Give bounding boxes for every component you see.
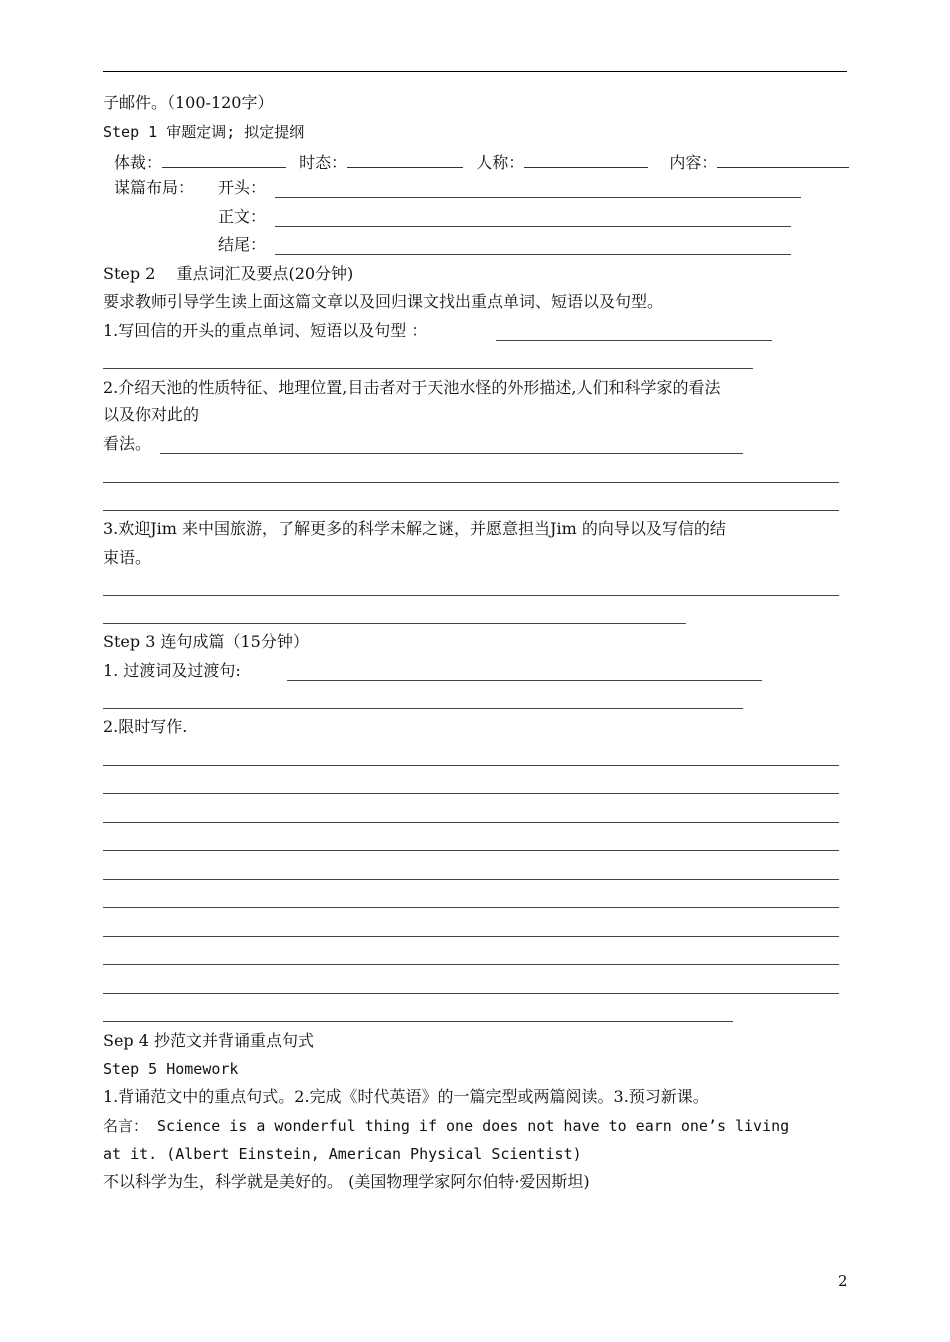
step2-item3-line1: 3.欢迎Jim 来中国旅游，了解更多的科学未解之谜，并愿意担当Jim 的向导以及写信的结 [103,519,726,538]
writing-line-7[interactable] [103,936,839,937]
layout-label: 谋篇布局： [114,178,195,197]
step2-item2-line2: 以及你对此的 [103,405,200,424]
step2-item3-line2: 束语。 [103,548,152,567]
writing-line-8[interactable] [103,964,839,965]
quote-line2: at it. (Albert Einstein, American Physical Scientist) [103,1145,582,1163]
step2-item1: 1.写回信的开头的重点单词、短语以及句型 ： [103,321,428,340]
step5-title: Step 5 Homework [103,1060,239,1078]
step1-title: Step 1 审题定调; 拟定提纲 [103,123,305,141]
step3-item1-blank-1[interactable] [287,680,762,681]
step3-item1: 1. 过渡词及过渡句: [103,661,241,680]
part-ending-blank[interactable] [275,254,791,255]
part-body-blank[interactable] [275,226,791,227]
step2-item2-blank-3[interactable] [103,510,839,511]
page-number: 2 [838,1272,848,1290]
writing-line-6[interactable] [103,907,839,908]
step3-item1-blank-2[interactable] [103,708,743,709]
writing-line-9[interactable] [103,993,839,994]
step2-item3-blank-1[interactable] [103,595,839,596]
field-person-blank[interactable] [524,150,648,168]
part-opening-blank[interactable] [275,197,801,198]
step4-title: Sep 4 抄范文并背诵重点句式 [103,1031,315,1050]
step1-fields-row [114,150,849,173]
part-ending-label: 结尾： [218,235,267,254]
step2-item2-blank-1[interactable] [160,453,743,454]
step3-title: Step 3 连句成篇（15分钟） [103,632,309,651]
step5-tasks: 1.背诵范文中的重点句式。2.完成《时代英语》的一篇完型或两篇阅读。3.预习新课。 [103,1087,709,1106]
writing-line-3[interactable] [103,822,839,823]
field-genre-blank[interactable] [162,150,286,168]
step2-title: Step 2 重点词汇及要点(20分钟) [103,264,354,283]
intro-line: 子邮件。（100-120字） [103,93,274,112]
writing-line-4[interactable] [103,850,839,851]
quote-line1: 名言： Science is a wonderful thing if one does not have to earn one’s living [103,1117,790,1135]
step2-item2-line3: 看法。 [103,434,152,453]
writing-line-1[interactable] [103,765,839,766]
writing-line-2[interactable] [103,793,839,794]
quote-translation: 不以科学为生，科学就是美好的。 (美国物理学家阿尔伯特·爱因斯坦) [103,1172,590,1191]
step2-item2-blank-2[interactable] [103,482,839,483]
step2-item1-blank[interactable] [496,340,772,341]
field-genre-label: 体裁： [114,153,163,172]
part-opening-label: 开头： [218,178,267,197]
step2-item3-blank-2[interactable] [103,623,686,624]
field-content-blank[interactable] [717,150,849,168]
step3-item2: 2.限时写作. [103,717,188,736]
part-body-label: 正文： [218,207,267,226]
field-tense-blank[interactable] [347,150,463,168]
field-content-label: 内容： [669,153,718,172]
step2-instruction: 要求教师引导学生读上面这篇文章以及回归课文找出重点单词、短语以及句型。 [103,292,664,311]
step2-item1-blank-2[interactable] [103,368,753,369]
step2-item2-line1: 2.介绍天池的性质特征、地理位置,目击者对于天池水怪的外形描述,人们和科学家的看法 [103,378,721,397]
field-person-label: 人称： [476,153,525,172]
field-tense-label: 时态： [299,153,348,172]
writing-line-5[interactable] [103,879,839,880]
header-rule [103,71,847,72]
writing-line-10[interactable] [103,1021,733,1022]
